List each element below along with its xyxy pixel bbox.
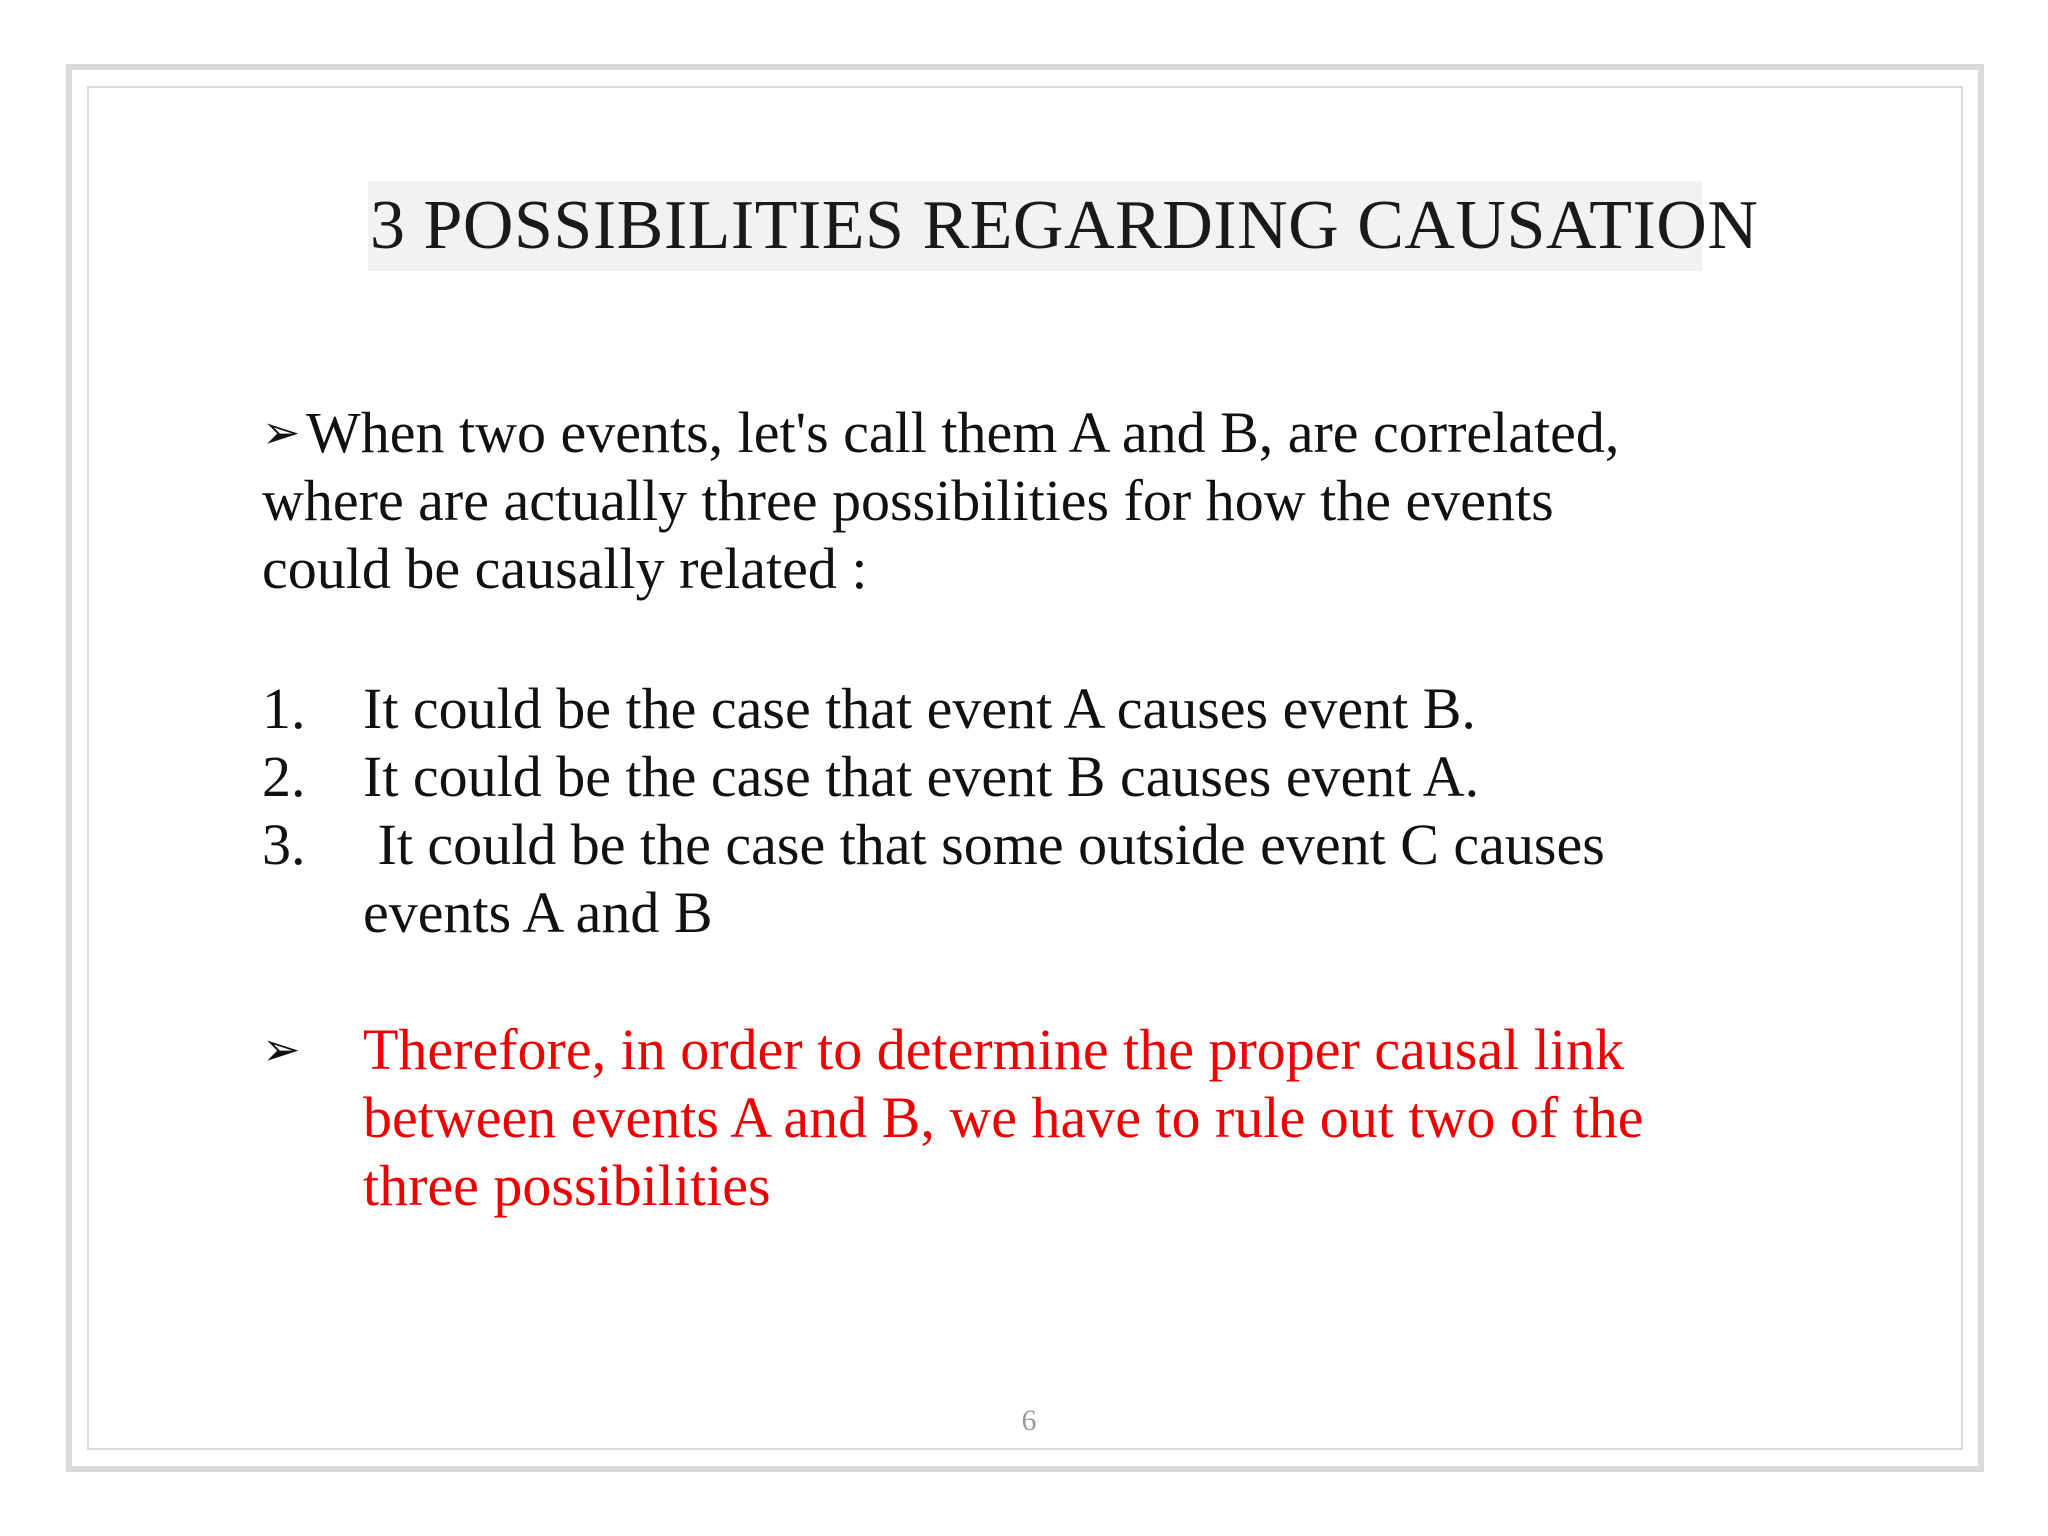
conclusion-line-1: Therefore, in order to determine the proper causal link [363, 1017, 1624, 1082]
conclusion-arrow-icon: ➢ [262, 1024, 301, 1075]
list-item-2: It could be the case that event B causes event A. [363, 744, 1480, 809]
page-number: 6 [1021, 1404, 1037, 1437]
intro-line-3: could be causally related : [262, 536, 868, 601]
list-item-1: It could be the case that event A causes event B. [363, 676, 1476, 741]
list-number-3: 3. [262, 812, 306, 877]
slide-title: 3 POSSIBILITIES REGARDING CAUSATION [370, 187, 1759, 264]
list-number-1: 1. [262, 676, 306, 741]
list-number-2: 2. [262, 744, 306, 809]
bullet-arrow-icon: ➢ [262, 407, 301, 458]
intro-line-2: where are actually three possibilities for how the events [262, 468, 1554, 533]
list-item-3-line-2: events A and B [363, 880, 713, 945]
intro-line-1: When two events, let's call them A and B, are correlated, [306, 400, 1620, 465]
conclusion-line-3: three possibilities [363, 1153, 771, 1218]
list-item-3-line-1: It could be the case that some outside event C causes [363, 812, 1605, 877]
conclusion-line-2: between events A and B, we have to rule out two of the [363, 1085, 1644, 1150]
